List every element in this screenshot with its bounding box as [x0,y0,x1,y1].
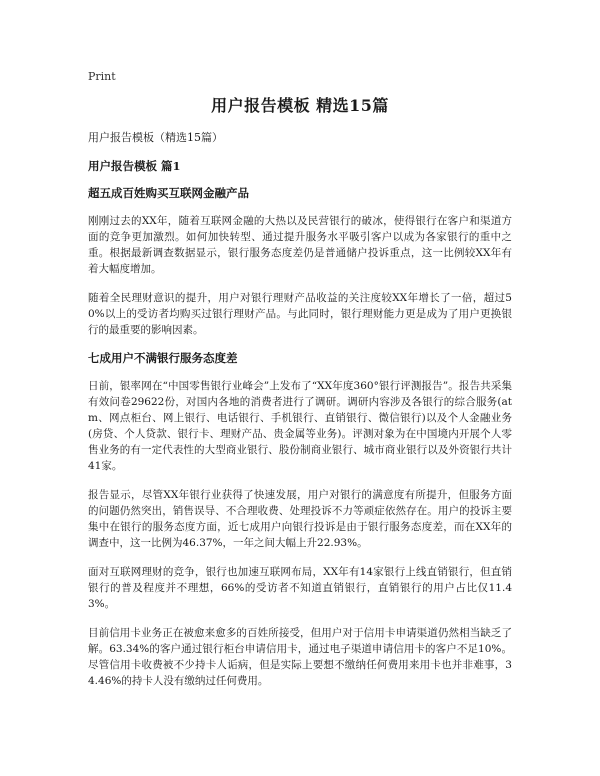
sub-heading-1: 超五成百姓购买互联网金融产品 [88,186,249,200]
page-title: 用户报告模板 精选15篇 [211,96,389,115]
paragraph-4: 报告显示，尽管XX年银行业获得了快速发展，用户对银行的满意度有所提升，但服务方面的问题仍然突出，销售误导、不合理收费、处理投诉不力等顽症依然存在。用户的投诉主要集中在银行的服务态度方面，近七成用户向银行投诉是由于银行服务态度差，而在XX年的调查中，这一比例为46.37%，一年之间大幅上升22.93%。 [88,489,512,549]
paragraph-6: 目前信用卡业务正在被愈来愈多的百姓所接受，但用户对于信用卡申请渠道仍然相当缺乏了解。63.34%的客户通过银行柜台申请信用卡，通过电子渠道申请信用卡的客户不足10%。尽管信用卡收费被不少持卡人诟病，但是实际上要想不缴纳任何费用来用卡也并非难事，34.46%的持卡人没有缴纳过任何费用。 [88,627,512,687]
document-subtitle: 用户报告模板（精选15篇） [88,131,223,144]
paragraph-2: 随着全民理财意识的提升，用户对银行理财产品收益的关注度较XX年增长了一倍，超过50%以上的受访者均购买过银行理财产品。与此同时，银行理财能力更是成为了用户更换银行的最重要的影响因素。 [88,292,512,336]
paragraph-3: 日前，银率网在“中国零售银行业峰会”上发布了“XX年度360°银行评测报告”。报告共采集有效问卷29622份，对国内各地的消费者进行了调研。调研内容涉及各银行的综合服务(atm、网点柜台、网上银行、电话银行、手机银行、直销银行、微信银行)以及个人金融业务(房贷、个人贷款、银行卡、理财产品、贵金属等业务)。评测对象为在中国境内开展个人零售业务的有一定代表性的大型商业银行、股份制商业银行、城市商业银行以及外资银行共计41家。 [88,380,512,472]
sub-heading-2: 七成用户不满银行服务态度差 [88,351,238,365]
paragraph-1: 刚刚过去的XX年，随着互联网金融的大热以及民营银行的破冰，使得银行在客户和渠道方面的竞争更加激烈。如何加快转型、通过提升服务水平吸引客户以成为各家银行的重中之重。根据最新调查数据显示，银行服务态度差仍是普通储户投诉重点，这一比例较XX年有着大幅度增加。 [88,215,512,275]
section-title: 用户报告模板 篇1 [88,159,181,173]
paragraph-5: 面对互联网理财的竞争，银行也加速互联网布局，XX年有14家银行上线直销银行，但直销银行的普及程度并不理想，66%的受访者不知道直销银行，直销银行的用户占比仅11.43%。 [88,566,512,610]
print-label: Print [88,70,116,83]
